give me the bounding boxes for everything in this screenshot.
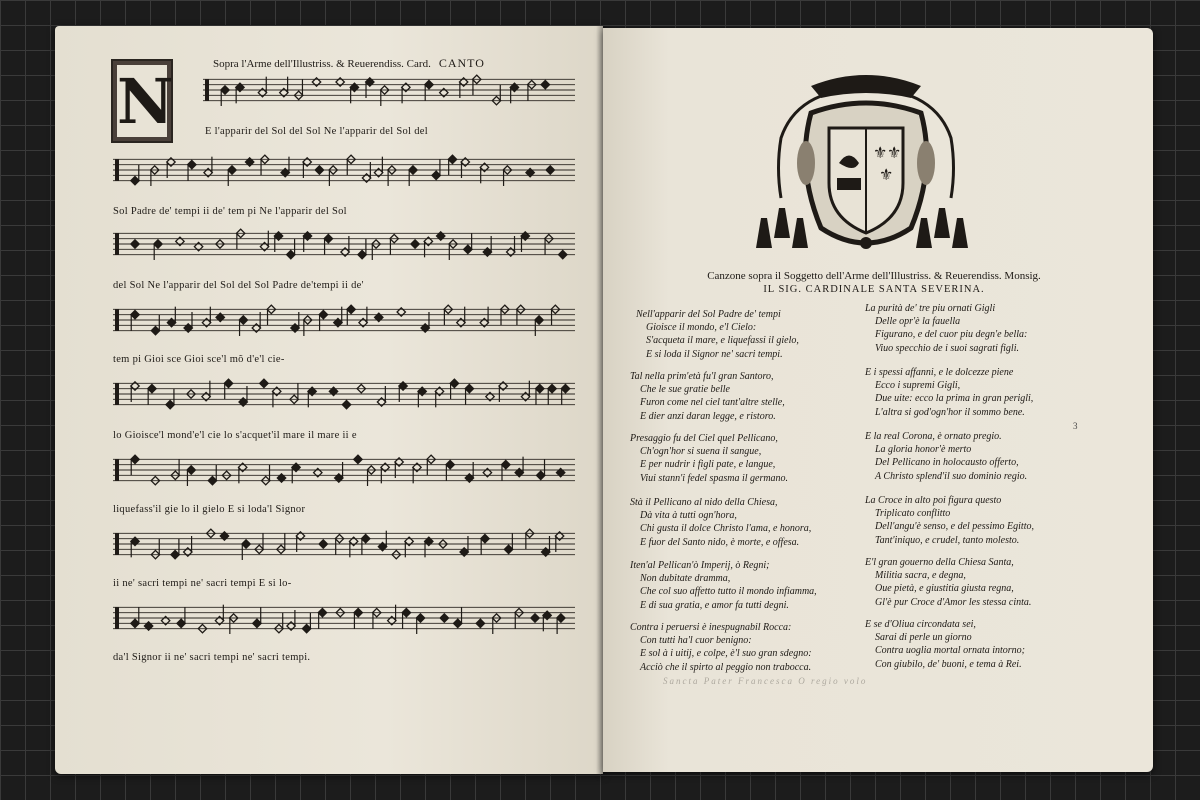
note	[294, 79, 302, 99]
note	[154, 240, 162, 260]
svg-text:⚜: ⚜	[873, 143, 888, 162]
verse-line: Che col suo affetto tutto il mondo infiamma,	[640, 586, 817, 598]
verse-line: Contra i peruersi è inespugnabil Rocca:	[630, 622, 792, 633]
staff-notation	[113, 602, 575, 634]
music-staff-4	[113, 304, 575, 336]
verse-line: Viuo specchio de i suoi sagrati figli.	[875, 342, 1019, 354]
verse-line: Delle opr'è la fauella	[875, 316, 961, 328]
clef-mark	[115, 459, 119, 480]
note	[535, 316, 543, 336]
note	[187, 466, 195, 486]
verse-line: Ch'ogn'hor si suena il sangue,	[640, 446, 762, 458]
lyric-line-5: lo Gioisce'l mond'e'l cie lo s'acquet'il mare il mare ii e	[113, 430, 357, 441]
verse-line: Chi gusta il dolce Christo l'ama, e honora,	[640, 523, 812, 535]
staff-notation	[113, 528, 575, 560]
stanza-right-1	[865, 302, 1105, 355]
verse-line: E la real Corona, è ornato pregio.	[865, 431, 1002, 442]
music-staff-5	[113, 378, 575, 410]
note	[548, 384, 556, 404]
verse-line: Gl'è pur Croce d'Amor les stessa cinta.	[875, 596, 1032, 608]
note	[347, 155, 355, 175]
staff-notation	[113, 378, 575, 410]
page-number: 3	[1073, 421, 1078, 431]
note	[358, 239, 366, 259]
svg-text:⚜: ⚜	[887, 143, 902, 162]
verse-line: E dier anzi daran legge, e ristoro.	[640, 410, 776, 422]
stanza-left-6	[630, 621, 870, 674]
verse-line: Due uite: ecco la prima in gran perigli,	[875, 393, 1034, 405]
verse-line: Sarai di perle un giorno	[875, 632, 972, 644]
verse-line: A Christo splend'il suo dominio regio.	[875, 470, 1028, 482]
verse-line: La Croce in alto poi figura questo	[865, 495, 1002, 506]
note	[390, 234, 398, 254]
note	[315, 166, 323, 174]
note	[290, 383, 298, 403]
stanza-left-1	[636, 308, 876, 361]
note	[380, 86, 388, 106]
note	[335, 534, 343, 554]
verse-line: Presaggio fu del Ciel quel Pellicano,	[630, 433, 778, 444]
note	[262, 465, 270, 485]
music-staff-3	[113, 228, 575, 260]
verse-line: E'l gran gouerno della Chiesa Santa,	[865, 557, 1014, 568]
note	[525, 529, 533, 549]
note	[275, 613, 283, 633]
verse-line: Con giubilo, de' buoni, e tema à Rei.	[875, 658, 1022, 670]
note	[473, 75, 481, 95]
note	[224, 379, 232, 399]
verse-line: E di sua gratia, e amor fa tutti degni.	[640, 599, 789, 611]
note	[261, 155, 269, 175]
note	[361, 534, 369, 554]
note	[151, 315, 159, 335]
decorated-initial	[111, 59, 173, 143]
stanza-right-5	[865, 556, 1105, 609]
note	[501, 305, 509, 325]
clef-mark	[115, 383, 119, 404]
stanza-left-4	[630, 496, 870, 549]
note	[373, 608, 381, 628]
note	[131, 310, 139, 330]
clef-mark	[115, 233, 119, 254]
clef-mark	[115, 607, 119, 628]
note	[260, 379, 268, 387]
note	[561, 384, 569, 404]
note	[131, 240, 139, 248]
verse-line: Oue pietà, e giustitia giusta regna,	[875, 583, 1014, 595]
note	[228, 166, 236, 186]
verse-line: Del Pellicano in holocausto offerto,	[875, 457, 1019, 469]
staff-notation	[203, 74, 575, 106]
stanza-left-5	[630, 559, 870, 612]
clef-mark	[115, 533, 119, 554]
note	[302, 613, 310, 633]
heading-text: Sopra l'Arme dell'Illustriss. & Reuerendiss. Card.	[213, 58, 431, 70]
note	[444, 305, 452, 325]
note	[515, 608, 523, 628]
note	[559, 250, 567, 258]
verse-line: E se d'Oliua circondata sei,	[865, 619, 976, 630]
initial-letter: N	[117, 65, 174, 138]
verse-line: Tal nella prim'età fu'l gran Santoro,	[630, 371, 774, 382]
note	[516, 305, 524, 325]
music-heading	[213, 56, 485, 71]
verse-line: E i spessi affanni, e le dolcezze piene	[865, 367, 1014, 378]
music-staff-8	[113, 602, 575, 634]
note	[541, 80, 549, 88]
verse-line: Tant'iniquo, e crudel, tanto molesto.	[875, 534, 1020, 546]
note	[171, 539, 179, 559]
note	[449, 240, 457, 260]
verse-line: Nell'apparir del Sol Padre de' tempi	[636, 309, 781, 320]
note	[425, 80, 433, 100]
note	[236, 229, 244, 249]
clef-mark	[205, 79, 209, 100]
music-staff-7	[113, 528, 575, 560]
note	[545, 234, 553, 254]
note	[318, 608, 326, 628]
staff-notation	[113, 304, 575, 336]
verse-line: Dà vita à tutti ogn'hora,	[640, 510, 737, 522]
verse-line: Stà il Pellicano al nido della Chiesa,	[630, 497, 778, 508]
note	[537, 459, 545, 479]
verse-line: E per nudrir i figli pate, e langue,	[640, 459, 776, 471]
note	[446, 460, 454, 480]
canzone-title: Canzone sopra il Soggetto dell'Arme dell'Illustriss. & Reuerendiss. Monsig.	[707, 270, 1041, 282]
note	[372, 240, 380, 260]
verse-line: Figurano, e del cuor piu degn'e bella:	[875, 329, 1028, 341]
verse-line: Ecco i supremi Gigli,	[875, 380, 961, 392]
verse-line: Dell'angu'è senso, e del pessimo Egitto,	[875, 521, 1034, 533]
note	[324, 234, 332, 254]
note	[402, 608, 410, 628]
stanza-right-2	[865, 366, 1105, 419]
right-page	[603, 28, 1153, 772]
cardinal-coat-of-arms	[751, 68, 981, 258]
note	[354, 608, 362, 628]
verse-line: L'altra si god'ogn'hor il sommo bene.	[875, 406, 1025, 418]
note	[464, 233, 472, 253]
verse-line: Che le sue gratie belle	[640, 384, 730, 396]
note	[253, 607, 261, 627]
note	[131, 165, 139, 185]
note	[303, 316, 311, 336]
note	[440, 614, 448, 622]
show-through-text: Sancta Pater Francesca O regio volo	[663, 676, 868, 686]
staff-notation	[113, 228, 575, 260]
note	[148, 384, 156, 404]
note	[448, 155, 456, 175]
note	[411, 240, 419, 248]
note	[267, 305, 275, 325]
verse-line: Con tutti ha'l cuor benigno:	[640, 635, 752, 647]
note	[131, 607, 139, 627]
stanza-left-3	[630, 432, 870, 485]
note	[427, 455, 435, 475]
note	[551, 305, 559, 325]
note	[492, 614, 500, 634]
clef-mark	[115, 309, 119, 330]
lyric-line-3: del Sol Ne l'apparir del Sol del Sol Padre de'tempi ii de'	[113, 280, 364, 291]
svg-text:⚜: ⚜	[879, 165, 894, 184]
note	[528, 80, 536, 100]
note	[255, 533, 263, 553]
verse-line: La purità de' tre piu ornati Gigli	[865, 303, 996, 314]
stanza-right-3	[865, 430, 1105, 483]
note	[388, 166, 396, 186]
clef-mark	[115, 159, 119, 180]
note	[503, 166, 511, 186]
note	[239, 316, 247, 336]
note	[150, 166, 158, 186]
note	[454, 607, 462, 627]
note	[481, 534, 489, 554]
verse-line: E sol à i uitij, e colpe, è'l suo gran sdegno:	[640, 648, 812, 660]
note	[492, 85, 500, 105]
music-staff-6	[113, 454, 575, 486]
music-staff-2	[113, 154, 575, 186]
note	[277, 533, 285, 553]
note	[329, 166, 337, 186]
verse-line: Viui stann'i fedel spasma il germano.	[640, 472, 789, 484]
verse-line: Furon come nel ciel tant'altre stelle,	[640, 397, 785, 409]
note	[151, 539, 159, 559]
note	[502, 460, 510, 480]
note	[536, 384, 544, 404]
note	[221, 86, 229, 106]
note	[229, 614, 237, 634]
note	[450, 379, 458, 399]
note	[188, 160, 196, 180]
coat-of-arms-illustration	[751, 68, 981, 258]
note	[354, 455, 362, 463]
verse-line: S'acqueta il mare, e liquefassi il gielo,	[646, 335, 799, 347]
note	[242, 540, 250, 560]
note	[319, 540, 327, 548]
stanza-right-6	[865, 618, 1105, 671]
note	[476, 619, 484, 627]
verse-line: Contra uoglia mortal ornata intorno;	[875, 645, 1026, 657]
note	[416, 614, 424, 634]
note	[287, 239, 295, 259]
verse-line: Triplicato conflitto	[875, 508, 951, 520]
note	[347, 305, 355, 325]
note	[131, 455, 139, 475]
note	[546, 166, 554, 174]
verse-line: E fuor del Santo nido, è morte, e offesa.	[640, 536, 800, 548]
left-page	[55, 26, 603, 774]
verse-line: Non dubitate dramma,	[640, 573, 731, 585]
verse-line: Acciò che il spirto al peggio non trabocca.	[640, 661, 812, 673]
music-staff-1	[203, 74, 575, 106]
verse-line: E si loda il Signor ne' sacri tempi.	[646, 348, 783, 360]
note	[171, 459, 179, 479]
note	[465, 384, 473, 404]
note	[166, 389, 174, 409]
note	[208, 465, 216, 485]
note	[342, 400, 350, 408]
lyric-line-7: ii ne' sacri tempi ne' sacri tempi E si lo-	[113, 578, 292, 589]
note	[557, 614, 565, 634]
lyric-line-1: E l'apparir del Sol del Sol Ne l'apparir del Sol del	[205, 126, 428, 137]
lyric-line-6: liquefass'il gie lo il gielo E si loda'l Signor	[113, 504, 306, 515]
voice-part: CANTO	[438, 56, 485, 70]
staff-notation	[113, 154, 575, 186]
note	[319, 310, 327, 330]
canzone-subtitle: IL SIG. CARDINALE SANTA SEVERINA.	[763, 284, 985, 295]
verse-line: Militia sacra, e degna,	[875, 570, 966, 582]
lyric-line-8: da'l Signor ii ne' sacri tempi ne' sacri tempi.	[113, 652, 311, 663]
verse-line: Iten'al Pellican'ò Imperij, ò Regni;	[630, 560, 770, 571]
staff-notation	[113, 454, 575, 486]
lyric-line-4: tem pi Gioi sce Gioi sce'l mõ d'e'l cie-	[113, 354, 285, 365]
stanza-left-2	[630, 370, 870, 423]
verse-line: Gioisce il mondo, e'l Cielo:	[646, 322, 757, 334]
note	[432, 159, 440, 179]
note	[367, 466, 375, 486]
note	[177, 607, 185, 627]
verse-line: La gloria honor'è merto	[875, 444, 972, 456]
stanza-right-4	[865, 494, 1105, 547]
note	[504, 533, 512, 553]
lyric-line-2: Sol Padre de' tempi ii de' tem pi Ne l'apparir del Sol	[113, 206, 347, 217]
note	[531, 614, 539, 622]
note	[409, 166, 417, 186]
